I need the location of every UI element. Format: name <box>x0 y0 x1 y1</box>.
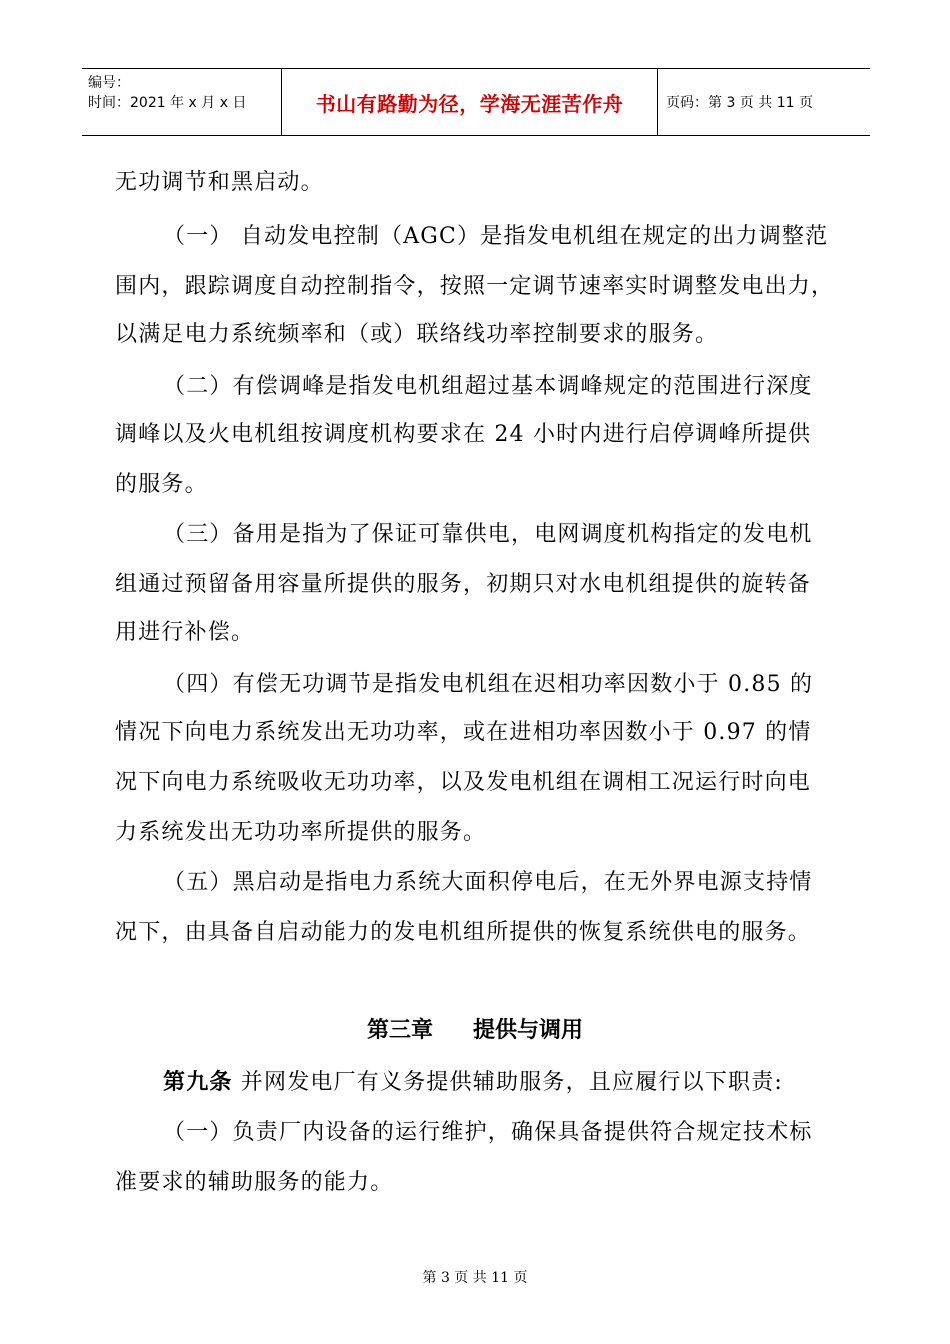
clause-line: （一）负责厂内设备的运行维护，确保具备提供符合规定技术标 <box>163 1120 813 1145</box>
paragraph-line: 况下，由具备自启动能力的发电机组所提供的恢复系统供电的服务。 <box>115 920 812 945</box>
paragraph-line: （二）有偿调峰是指发电机组超过基本调峰规定的范围进行深度 <box>163 374 813 399</box>
paragraph-line: 况下向电力系统吸收无功功率，以及发电机组在调相工况运行时向电 <box>115 770 812 795</box>
paragraph-line: 的服务。 <box>115 472 208 497</box>
paragraph-line: 围内，跟踪调度自动控制指令，按照一定调节速率实时调整发电出力， <box>115 274 835 299</box>
paragraph-line: （四）有偿无功调节是指发电机组在迟相功率因数小于 0.85 的 <box>163 672 814 697</box>
header-page-info: 页码：第 3 页 共 11 页 <box>666 95 813 111</box>
article-text: 并网发电厂有义务提供辅助服务，且应履行以下职责: <box>232 1070 784 1095</box>
article-line <box>163 1068 837 1098</box>
paragraph-line: 情况下向电力系统发出无功功率，或在进相功率因数小于 0.97 的情 <box>115 720 812 745</box>
paragraph-line: 用进行补偿。 <box>115 620 255 645</box>
header-meta <box>82 69 282 135</box>
chapter-number: 第三章 <box>366 1018 433 1043</box>
header-motto: 书山有路勤为径，学海无涯苦作舟 <box>282 69 658 135</box>
paragraph-line: （五）黑启动是指电力系统大面积停电后，在无外界电源支持情 <box>163 870 813 895</box>
document-number-label: 编号： <box>88 75 130 91</box>
page-header <box>82 68 870 136</box>
document-date-label: 时间：2021 年 x 月 x 日 <box>88 95 247 111</box>
paragraph-line: （一） 自动发电控制（AGC）是指发电机组在规定的出力调整范 <box>163 224 829 249</box>
chapter-heading <box>0 1016 950 1046</box>
article-title: 第九条 <box>163 1070 233 1095</box>
page-footer: 第 3 页 共 11 页 <box>422 1270 528 1286</box>
paragraph-line: （三）备用是指为了保证可靠供电，电网调度机构指定的发电机 <box>163 522 813 547</box>
paragraph-line: 力系统发出无功功率所提供的服务。 <box>115 820 487 845</box>
paragraph-line: 以满足电力系统频率和（或）联络线功率控制要求的服务。 <box>115 322 719 347</box>
paragraph-line: 无功调节和黑启动。 <box>115 170 324 195</box>
paragraph-line: 组通过预留备用容量所提供的服务，初期只对水电机组提供的旋转备 <box>115 572 812 597</box>
chapter-title: 提供与调用 <box>473 1018 584 1043</box>
paragraph-line: 调峰以及火电机组按调度机构要求在 24 小时内进行启停调峰所提供 <box>115 422 812 447</box>
clause-line: 准要求的辅助服务的能力。 <box>115 1170 394 1195</box>
